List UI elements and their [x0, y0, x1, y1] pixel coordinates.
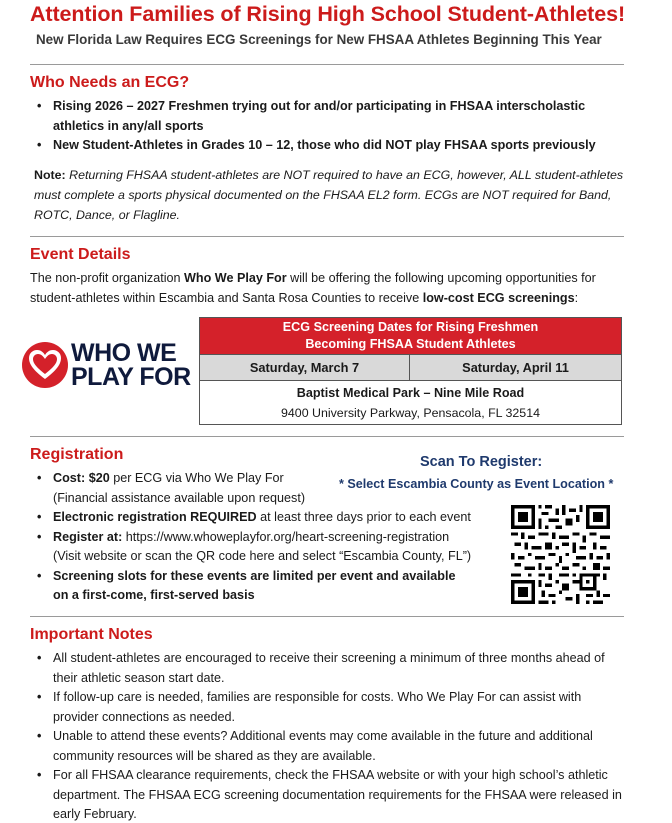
- note-text: Returning FHSAA student-athletes are NOT required to have an ECG, however, ALL student-athletes must complete a sports physical documented on the FHSAA EL2 form. ECGs are NOT required for Band, ROTC, Dance, or Flagline.: [34, 168, 624, 222]
- event-address: 9400 University Parkway, Pensacola, FL 32514: [281, 406, 540, 420]
- low-cost-text: low-cost ECG screenings: [422, 291, 575, 305]
- event-details-heading: Event Details: [30, 246, 131, 263]
- who-needs-heading: Who Needs an ECG?: [30, 74, 190, 91]
- scan-title: Scan To Register:: [420, 454, 543, 470]
- list-item: • If follow-up care is needed, families are responsible for costs. Who We Play For can assist with provider connections as needed.: [30, 688, 628, 727]
- event-date-1: Saturday, March 7: [200, 354, 410, 381]
- list-item: • Electronic registration REQUIRED at least three days prior to each event: [30, 508, 350, 528]
- list-item: • New Student-Athletes in Grades 10 – 12, those who did NOT play FHSAA sports previously: [30, 136, 620, 156]
- event-intro: The non-profit organization Who We Play For will be offering the following upcoming opportunities for student-athletes within Escambia and Santa Rosa Counties to receive low-cost ECG screenings:: [30, 271, 596, 305]
- list-item: • Cost: $20 per ECG via Who We Play For (Financial assistance available upon request): [30, 469, 350, 508]
- important-notes-list: [30, 649, 628, 823]
- who-needs-list: [30, 97, 620, 156]
- note-paragraph: [34, 165, 626, 225]
- event-table: [199, 317, 622, 425]
- who-we-play-for-logo: [21, 339, 191, 399]
- list-item: • Rising 2026 – 2027 Freshmen trying out for and/or participating in FHSAA interscholastic athletics in any/all sports: [30, 97, 620, 136]
- event-venue: Baptist Medical Park – Nine Mile Road: [296, 386, 525, 400]
- registration-heading: Registration: [30, 446, 124, 463]
- list-item: • For all FHSAA clearance requirements, check the FHSAA website or with your high school’s athletic department. The FHSAA ECG screening documentation requirements for the FHSAA were released in early February.: [30, 766, 628, 823]
- list-item: • Screening slots for these events are limited per event and available on a first-come, first-served basis: [30, 567, 350, 606]
- heart-icon: [21, 341, 71, 389]
- important-notes-heading: Important Notes: [30, 626, 153, 643]
- page-title: Attention Families of Rising High School Student-Athletes!: [30, 2, 626, 26]
- org-name: Who We Play For: [184, 271, 287, 285]
- page-subtitle: New Florida Law Requires ECG Screenings for New FHSAA Athletes Beginning This Year: [36, 32, 602, 47]
- list-item: • Register at: https://www.whoweplayfor.org/heart-screening-registration (Visit website or scan the QR code here and select “Escambia County, FL”): [30, 528, 350, 567]
- divider: [30, 236, 624, 237]
- logo-wordmark: WHO WE PLAY FOR: [71, 339, 191, 391]
- scan-subtitle: * Select Escambia County as Event Location *: [339, 477, 614, 491]
- event-table-header: ECG Screening Dates for Rising Freshmen Becoming FHSAA Student Athletes: [200, 318, 621, 354]
- event-date-2: Saturday, April 11: [410, 354, 621, 381]
- list-item: • All student-athletes are encouraged to receive their screening a minimum of three months ahead of their athletic season start date.: [30, 649, 628, 688]
- divider: [30, 436, 624, 437]
- divider: [30, 64, 624, 65]
- registration-list: [30, 469, 472, 606]
- qr-code-icon[interactable]: [511, 505, 610, 604]
- note-label: Note:: [34, 168, 66, 182]
- list-item: • Unable to attend these events? Additional events may come available in the future and additional community resources will be shared as they are available.: [30, 727, 628, 766]
- divider: [30, 616, 624, 617]
- registration-link[interactable]: https://www.whoweplayfor.org/heart-screening-registration: [122, 529, 450, 544]
